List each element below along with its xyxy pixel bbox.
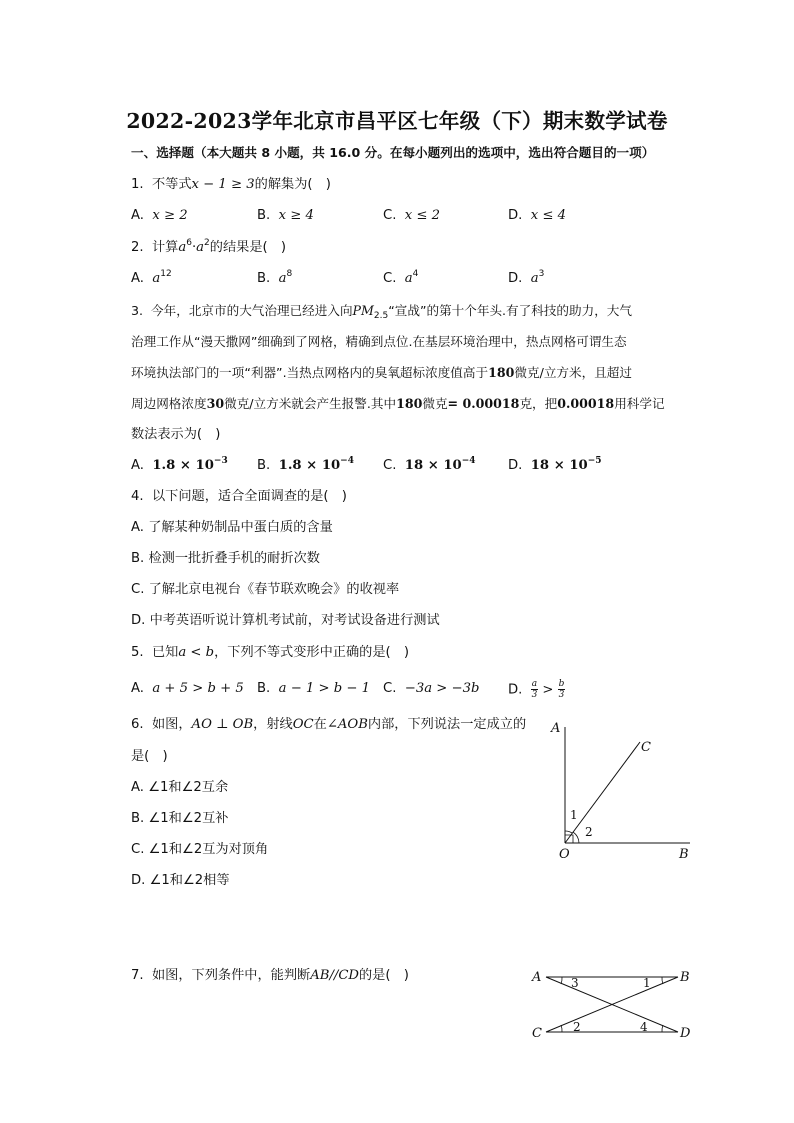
label-c: C (532, 1026, 542, 1041)
q1-option-d: D. x ≤ 4 (508, 208, 567, 223)
q4-option-d: D. 中考英语听说计算机考试前，对考试设备进行测试 (131, 613, 440, 628)
angle-1-arc (662, 977, 663, 984)
label-angle-4: 4 (640, 1020, 648, 1034)
q6-option-a: A. ∠1和∠2互余 (131, 780, 229, 795)
angle-1-arc (565, 831, 572, 833)
label-angle-2: 2 (573, 1020, 581, 1034)
angle-3-arc (561, 977, 562, 984)
label-a: A (532, 970, 542, 985)
question-6-line-2: 是( ) (131, 749, 168, 764)
q7-figure (528, 963, 700, 1045)
q3-option-a: A. $1.8 \times 10^{-3}$ (131, 456, 228, 473)
angle-4-arc (662, 1025, 663, 1032)
section-header: 一、选择题（本大题共 8 小题，共 16.0 分。在每小题列出的选项中，选出符合题目的一项） (131, 145, 655, 160)
fraction-b-over-3: $\frac{b}{3}$ (558, 679, 565, 700)
angle-2-arc (561, 1025, 562, 1032)
q5-option-a: A. a + 5 > b + 5 (131, 681, 244, 696)
q1-pre: 不等式 (151, 177, 192, 192)
question-3-line-5: 数法表示为( ) (131, 427, 221, 442)
q4-option-b: B. 检测一批折叠手机的耐折次数 (131, 551, 320, 566)
q5-option-c: C. −3a > −3b (383, 681, 480, 696)
q4-option-c: C. 了解北京电视台《春节联欢晚会》的收视率 (131, 582, 400, 597)
q1-math: x − 1 ≥ 3 (191, 177, 255, 192)
question-3-line-3: 环境执法部门的一项“利器”.当热点网格内的臭氧超标浓度值高于180微克/立方米，且超过 (131, 365, 632, 380)
angle-2-arc (573, 832, 579, 843)
label-b: B (680, 970, 690, 985)
question-6: 6. 如图，AO ⊥ OB，射线OC在∠AOB内部，下列说法一定成立的 (131, 717, 527, 732)
q1-number: 1. (131, 177, 144, 192)
q5-option-d: D. $\frac{a}{3}$ > $\frac{b}{3}$ (508, 679, 565, 700)
q2-option-b: B. $a^8$ (257, 269, 293, 286)
question-5: 5. 已知a < b，下列不等式变形中正确的是( ) (131, 645, 410, 660)
label-angle-1: 1 (570, 808, 578, 822)
label-angle-1: 1 (643, 976, 651, 990)
question-4: 4. 以下问题，适合全面调查的是( ) (131, 489, 347, 504)
question-7: 7. 如图，下列条件中，能判断AB//CD的是( ) (131, 968, 409, 983)
question-3-line-4: 周边网格浓度30微克/立方米就会产生报警.其中180微克= 0.00018克，把0.00018用科学记 (131, 396, 665, 411)
q2-option-c: C. $a^4$ (383, 269, 419, 286)
q6-option-c: C. ∠1和∠2互为对顶角 (131, 842, 269, 857)
fraction-a-over-3: $\frac{a}{3}$ (531, 679, 538, 700)
label-angle-3: 3 (571, 976, 579, 990)
question-1 (131, 175, 331, 195)
q4-option-a: A. 了解某种奶制品中蛋白质的含量 (131, 520, 333, 535)
q1-option-a: A. x ≥ 2 (131, 208, 188, 223)
q5-option-b: B. a − 1 > b − 1 (257, 681, 371, 696)
q3-option-c: C. $18 \times 10^{-4}$ (383, 456, 476, 473)
q3-option-b: B. $1.8 \times 10^{-4}$ (257, 456, 354, 473)
label-angle-2: 2 (585, 825, 593, 839)
question-2: 2. 计算$a^6\cdot a^2$的结果是( ) (131, 238, 287, 255)
q6-option-d: D. ∠1和∠2相等 (131, 873, 230, 888)
q1-option-b: B. x ≥ 4 (257, 208, 314, 223)
label-b: B (679, 847, 689, 862)
label-a: A (551, 721, 561, 736)
q2-option-a: A. $a^{12}$ (131, 269, 172, 286)
question-3-line-1: 3. 今年，北京市的大气治理已经进入向$PM_{2.5}“$宣战”的第十个年头.有了科技的助力，大气 (131, 303, 632, 321)
q6-option-b: B. ∠1和∠2互补 (131, 811, 229, 826)
q1-post: 的解集为( ) (254, 177, 331, 192)
q3-option-d: D. $18 \times 10^{-5}$ (508, 456, 602, 473)
page-title: 2022-2023学年北京市昌平区七年级（下）期末数学试卷 (126, 109, 668, 133)
ray-oc (565, 742, 640, 843)
q2-option-d: D. $a^3$ (508, 269, 545, 286)
question-3-line-2: 治理工作从“漫天撒网”细确到了网格，精确到点位.在基层环境治理中，热点网格可谓生态 (131, 334, 627, 349)
label-d: D (680, 1026, 691, 1041)
label-c: C (641, 740, 651, 755)
q1-option-c: C. x ≤ 2 (383, 208, 441, 223)
q6-figure (545, 715, 705, 865)
label-o: O (559, 847, 570, 862)
